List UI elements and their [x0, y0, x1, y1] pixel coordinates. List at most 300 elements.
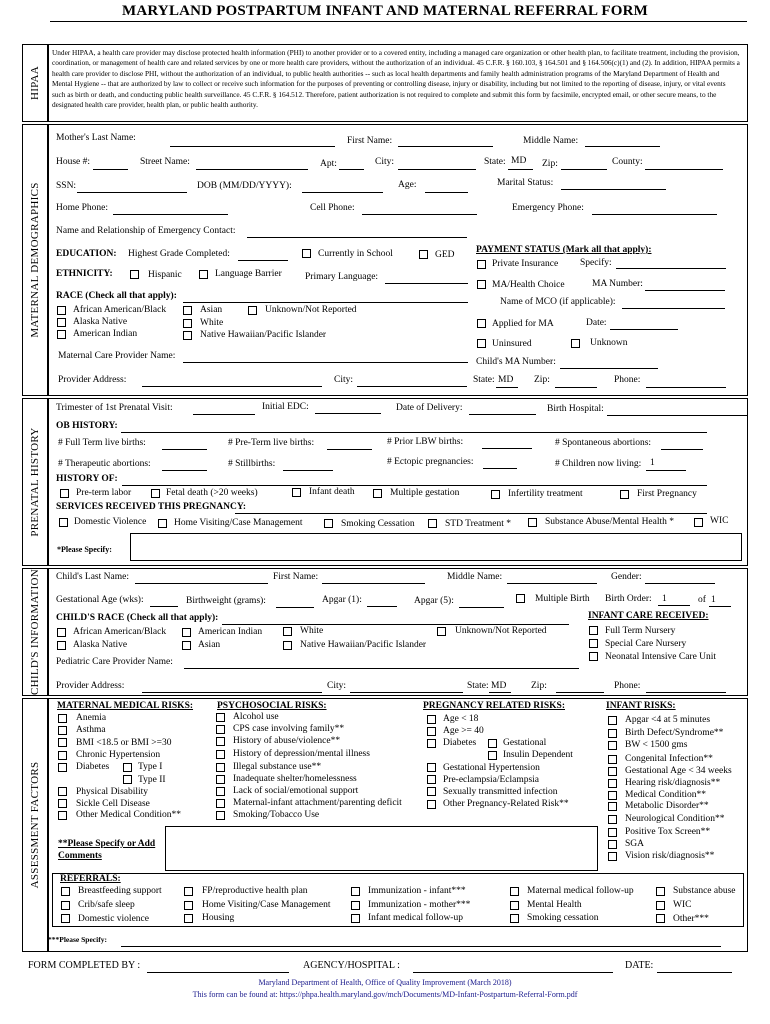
race-native-hawaiian-label: Native Hawaiian/Pacific Islander: [200, 330, 327, 340]
birth-hospital-label: Birth Hospital:: [547, 404, 604, 414]
psych-smoking-label: Smoking/Tobacco Use: [233, 810, 320, 820]
section-label-assessment: ASSESSMENT FACTORS: [22, 698, 48, 952]
highest-grade-label: Highest Grade Completed:: [128, 249, 230, 259]
language-barrier-checkbox[interactable]: [199, 270, 208, 279]
pre-term-field[interactable]: [327, 449, 372, 450]
infant-bw-label: BW < 1500 gms: [625, 740, 688, 750]
private-insurance-checkbox[interactable]: [477, 260, 486, 269]
history-fetal-death-checkbox[interactable]: [151, 489, 160, 498]
initial-edc-field[interactable]: [315, 413, 381, 414]
child-race-african-american-checkbox[interactable]: [57, 628, 66, 637]
child-city-label: City:: [327, 681, 347, 691]
currently-in-school-label: Currently in School: [318, 249, 393, 259]
middle-name-label: Middle Name:: [523, 136, 579, 146]
ref-fp-checkbox[interactable]: [184, 887, 193, 896]
ref-maternal-followup-checkbox[interactable]: [510, 887, 519, 896]
pediatric-provider-field[interactable]: [184, 668, 579, 669]
provider-city-field[interactable]: [357, 386, 467, 387]
psych-shelter-checkbox[interactable]: [216, 775, 225, 784]
street-name-field[interactable]: [196, 169, 308, 170]
infant-medical-checkbox[interactable]: [608, 791, 617, 800]
pre-term-label: # Pre-Term live births:: [228, 438, 315, 448]
specify-comments-label-1: **Please Specify or Add: [58, 839, 156, 849]
preg-gestational-checkbox[interactable]: [488, 739, 497, 748]
trimester-field[interactable]: [193, 414, 255, 415]
ref-smoking-cessation-label: Smoking cessation: [527, 913, 599, 923]
gender-field[interactable]: [645, 583, 715, 584]
emergency-contact-label: Name and Relationship of Emergency Contact:: [56, 226, 236, 236]
ref-substance-abuse-label: Substance abuse: [673, 886, 736, 896]
of-value[interactable]: 1: [711, 595, 716, 605]
infant-gest-age-checkbox[interactable]: [608, 767, 617, 776]
child-race-white-checkbox[interactable]: [283, 627, 292, 636]
race-african-american-checkbox[interactable]: [57, 306, 66, 315]
maternal-care-provider-field[interactable]: [183, 362, 468, 363]
ref-wic-label: WIC: [673, 900, 692, 910]
language-barrier-label: Language Barrier: [215, 269, 282, 279]
ref-mental-health-label: Mental Health: [527, 900, 582, 910]
emergency-phone-label: Emergency Phone:: [512, 203, 584, 213]
preg-gest-hypertension-checkbox[interactable]: [427, 763, 436, 772]
city-label: City:: [375, 157, 395, 167]
specify-label: Specify:: [580, 258, 612, 268]
dob-field[interactable]: [302, 192, 383, 193]
psych-abuse-label: History of abuse/violence**: [233, 736, 341, 746]
date-of-delivery-field[interactable]: [469, 414, 536, 415]
risk-sickle-cell-label: Sickle Cell Disease: [76, 799, 150, 809]
ectopic-field[interactable]: [483, 468, 517, 469]
race-african-american-label: African American/Black: [73, 305, 167, 315]
prenatal-specify-box[interactable]: [130, 533, 742, 561]
infant-neurological-checkbox[interactable]: [608, 815, 617, 824]
therapeutic-abortions-field[interactable]: [162, 470, 207, 471]
race-native-hawaiian-checkbox[interactable]: [183, 331, 192, 340]
referral-specify-label: ***Please Specify:: [48, 935, 107, 944]
child-provider-address-label: Provider Address:: [56, 681, 125, 691]
middle-name-field[interactable]: [585, 146, 660, 147]
ma-health-choice-checkbox[interactable]: [477, 280, 486, 289]
child-race-asian-checkbox[interactable]: [182, 641, 191, 650]
child-middle-name-field[interactable]: [507, 583, 597, 584]
preg-gest-hypertension-label: Gestational Hypertension: [443, 763, 540, 773]
child-phone-field[interactable]: [646, 692, 726, 693]
child-zip-label: Zip:: [531, 681, 547, 691]
service-substance-abuse-label: Substance Abuse/Mental Health *: [545, 517, 675, 527]
care-special-care-nursery-label: Special Care Nursery: [605, 639, 687, 649]
emergency-contact-field[interactable]: [247, 237, 467, 238]
care-special-care-nursery-checkbox[interactable]: [589, 639, 598, 648]
ref-home-visiting-checkbox[interactable]: [184, 901, 193, 910]
ged-checkbox[interactable]: [419, 250, 428, 259]
child-state-field[interactable]: [489, 692, 511, 693]
service-std-treatment-checkbox[interactable]: [428, 519, 437, 528]
infant-apgar-label: Apgar <4 at 5 minutes: [625, 715, 711, 725]
footer-url[interactable]: This form can be found at: https://phpa.health.maryland.gov/mch/Documents/MD-Infant-Postpartum-Referral-Form.pdf: [192, 990, 578, 999]
ref-mental-health-checkbox[interactable]: [510, 901, 519, 910]
service-wic-checkbox[interactable]: [694, 518, 703, 527]
risk-bmi-checkbox[interactable]: [58, 738, 67, 747]
provider-address-field[interactable]: [142, 386, 322, 387]
child-race-alaska-native-checkbox[interactable]: [57, 641, 66, 650]
county-label: County:: [612, 157, 643, 167]
history-multiple-gestation-label: Multiple gestation: [390, 488, 460, 498]
infant-gest-age-label: Gestational Age < 34 weeks: [625, 766, 732, 776]
infant-care-received-label: INFANT CARE RECEIVED:: [588, 611, 709, 621]
ref-domestic-violence-checkbox[interactable]: [61, 914, 70, 923]
ref-breastfeeding-label: Breastfeeding support: [78, 886, 162, 896]
first-name-field[interactable]: [398, 146, 493, 147]
state-value[interactable]: MD: [511, 156, 527, 166]
cell-phone-field[interactable]: [362, 214, 477, 215]
psych-attachment-checkbox[interactable]: [216, 799, 225, 808]
uninsured-checkbox[interactable]: [477, 339, 486, 348]
dob-label: DOB (MM/DD/YYYY):: [197, 181, 292, 191]
zip-label: Zip:: [542, 159, 558, 169]
risk-diabetes-checkbox[interactable]: [58, 763, 67, 772]
care-full-term-nursery-label: Full Term Nursery: [605, 626, 676, 636]
payment-status-label: PAYMENT STATUS (Mark all that apply):: [476, 245, 652, 255]
childs-ma-number-field[interactable]: [560, 368, 658, 369]
infant-bw-checkbox[interactable]: [608, 741, 617, 750]
childs-race-underline: [222, 624, 569, 625]
ref-immunization-mother-label: Immunization - mother***: [368, 900, 471, 910]
preg-age-under-18-label: Age < 18: [443, 714, 479, 724]
referral-specify-field[interactable]: [121, 946, 721, 947]
preg-diabetes-label: Diabetes: [443, 738, 477, 748]
gestational-age-field[interactable]: [150, 606, 178, 607]
birthweight-field[interactable]: [276, 607, 314, 608]
risk-chronic-hypertension-label: Chronic Hypertension: [76, 750, 161, 760]
risk-chronic-hypertension-checkbox[interactable]: [58, 751, 67, 760]
psych-support-checkbox[interactable]: [216, 787, 225, 796]
child-zip-field[interactable]: [556, 692, 604, 693]
ob-history-label: OB HISTORY:: [56, 421, 118, 431]
history-of-label: HISTORY OF:: [56, 474, 118, 484]
service-smoking-cessation-checkbox[interactable]: [324, 519, 333, 528]
agency-label: AGENCY/HOSPITAL :: [303, 960, 400, 971]
prior-lbw-field[interactable]: [482, 448, 532, 449]
first-name-label: First Name:: [347, 136, 393, 146]
history-first-pregnancy-label: First Pregnancy: [637, 489, 697, 499]
risk-anemia-label: Anemia: [76, 713, 107, 723]
apgar1-label: Apgar (1):: [322, 595, 362, 605]
child-provider-address-field[interactable]: [142, 692, 322, 693]
history-fetal-death-label: Fetal death (>20 weeks): [166, 488, 258, 498]
home-phone-label: Home Phone:: [56, 203, 108, 213]
ref-smoking-cessation-checkbox[interactable]: [510, 914, 519, 923]
ref-substance-abuse-checkbox[interactable]: [656, 887, 665, 896]
child-race-american-indian-checkbox[interactable]: [182, 628, 191, 637]
preg-sti-checkbox[interactable]: [427, 787, 436, 796]
primary-language-field[interactable]: [385, 283, 468, 284]
services-received-underline: [235, 513, 707, 514]
risk-diabetes-label: Diabetes: [76, 762, 110, 772]
ref-immunization-mother-checkbox[interactable]: [351, 901, 360, 910]
preg-sti-label: Sexually transmitted infection: [443, 787, 558, 797]
psych-alcohol-label: Alcohol use: [233, 712, 279, 722]
risk-asthma-label: Asthma: [76, 725, 106, 735]
stillbirths-field[interactable]: [283, 470, 333, 471]
ssn-field[interactable]: [77, 192, 187, 193]
childs-last-name-label: Child's Last Name:: [56, 572, 129, 582]
risk-anemia-checkbox[interactable]: [58, 714, 67, 723]
ref-maternal-followup-label: Maternal medical follow-up: [527, 886, 634, 896]
spontaneous-abortions-field[interactable]: [661, 449, 703, 450]
child-state-value[interactable]: MD: [491, 681, 507, 691]
preg-diabetes-checkbox[interactable]: [427, 739, 436, 748]
house-field[interactable]: [93, 169, 128, 170]
childs-last-name-field[interactable]: [135, 583, 268, 584]
applied-for-ma-label: Applied for MA: [492, 319, 554, 329]
applied-date-field[interactable]: [610, 329, 678, 330]
preg-age-under-18-checkbox[interactable]: [427, 715, 436, 724]
preg-insulin-label: Insulin Dependent: [503, 750, 573, 760]
hispanic-checkbox[interactable]: [130, 270, 139, 279]
assessment-comments-box[interactable]: [165, 826, 598, 871]
child-first-name-field[interactable]: [322, 583, 425, 584]
birth-order-field[interactable]: [658, 605, 690, 606]
birth-hospital-field[interactable]: [607, 415, 747, 416]
psych-cps-label: CPS case involving family**: [233, 724, 345, 734]
preg-age-40-label: Age >= 40: [443, 726, 484, 736]
race-label: RACE (Check all that apply):: [56, 291, 177, 301]
footer-date-label: DATE:: [625, 960, 654, 971]
infant-apgar-checkbox[interactable]: [608, 716, 617, 725]
emergency-phone-field[interactable]: [592, 214, 717, 215]
apgar5-field[interactable]: [459, 607, 504, 608]
child-race-asian-label: Asian: [198, 640, 221, 650]
birth-order-value[interactable]: 1: [662, 594, 667, 604]
state-field[interactable]: [508, 169, 533, 170]
service-home-visiting-label: Home Visiting/Case Management: [174, 518, 303, 528]
ref-other-checkbox[interactable]: [656, 914, 665, 923]
date-label: Date:: [586, 318, 607, 328]
house-label: House #:: [56, 157, 91, 167]
history-preterm-labor-checkbox[interactable]: [60, 489, 69, 498]
apgar1-field[interactable]: [367, 606, 397, 607]
currently-in-school-checkbox[interactable]: [302, 249, 311, 258]
ref-breastfeeding-checkbox[interactable]: [61, 887, 70, 896]
psych-illegal-substance-checkbox[interactable]: [216, 763, 225, 772]
provider-zip-field[interactable]: [555, 387, 597, 388]
birth-order-label: Birth Order:: [605, 594, 652, 604]
footer-date-field[interactable]: [657, 972, 732, 973]
completed-by-field[interactable]: [147, 972, 289, 973]
ref-immunization-infant-checkbox[interactable]: [351, 887, 360, 896]
risk-physical-disability-checkbox[interactable]: [58, 787, 67, 796]
care-nicu-checkbox[interactable]: [589, 652, 598, 661]
mothers-last-name-label: Mother's Last Name:: [56, 133, 136, 143]
child-middle-name-label: Middle Name:: [447, 572, 503, 582]
history-preterm-labor-label: Pre-term labor: [76, 488, 132, 498]
marital-status-label: Marital Status:: [497, 178, 554, 188]
zip-field[interactable]: [561, 169, 607, 170]
applied-for-ma-checkbox[interactable]: [477, 319, 486, 328]
care-full-term-nursery-checkbox[interactable]: [589, 626, 598, 635]
ref-crib-label: Crib/safe sleep: [78, 900, 135, 910]
infant-birth-defect-checkbox[interactable]: [608, 729, 617, 738]
marital-status-field[interactable]: [561, 189, 666, 190]
preg-insulin-checkbox[interactable]: [488, 751, 497, 760]
ma-number-field[interactable]: [645, 290, 725, 291]
education-label: EDUCATION:: [56, 249, 117, 259]
history-of-underline: [122, 485, 707, 486]
child-race-native-hawaiian-checkbox[interactable]: [283, 641, 292, 650]
unknown-checkbox[interactable]: [571, 339, 580, 348]
race-alaska-native-label: Alaska Native: [73, 317, 128, 327]
risk-type1-checkbox[interactable]: [123, 763, 132, 772]
race-white-checkbox[interactable]: [183, 319, 192, 328]
private-insurance-label: Private Insurance: [492, 259, 559, 269]
of-field[interactable]: [709, 606, 731, 607]
child-race-unknown-label: Unknown/Not Reported: [455, 626, 547, 636]
infant-congenital-label: Congenital Infection**: [625, 754, 713, 764]
provider-phone-label: Phone:: [614, 375, 641, 385]
infant-risks-label: INFANT RISKS:: [606, 701, 676, 711]
preg-other-label: Other Pregnancy-Related Risk**: [443, 799, 569, 809]
ethnicity-label: ETHNICITY:: [56, 269, 113, 279]
child-race-american-indian-label: American Indian: [198, 627, 263, 637]
child-race-white-label: White: [300, 626, 324, 636]
gender-label: Gender:: [611, 572, 642, 582]
child-state-label: State:: [467, 681, 489, 691]
history-first-pregnancy-checkbox[interactable]: [620, 490, 629, 499]
section-label-hipaa: HIPAA: [22, 44, 48, 122]
apt-field[interactable]: [339, 169, 364, 170]
risk-asthma-checkbox[interactable]: [58, 726, 67, 735]
title-underline: [50, 21, 747, 22]
ssn-label: SSN:: [56, 181, 77, 191]
footer-organization: Maryland Department of Health, Office of Quality Improvement (March 2018): [258, 978, 512, 987]
trimester-label: Trimester of 1st Prenatal Visit:: [56, 403, 173, 413]
provider-phone-field[interactable]: [646, 387, 726, 388]
provider-state-field[interactable]: [496, 387, 518, 388]
history-multiple-gestation-checkbox[interactable]: [373, 489, 382, 498]
agency-field[interactable]: [413, 972, 613, 973]
psych-smoking-checkbox[interactable]: [216, 811, 225, 820]
date-of-delivery-label: Date of Delivery:: [396, 403, 463, 413]
service-smoking-cessation-label: Smoking Cessation: [341, 519, 415, 529]
apgar5-label: Apgar (5):: [414, 596, 454, 606]
service-home-visiting-checkbox[interactable]: [158, 519, 167, 528]
specify-field[interactable]: [616, 268, 726, 269]
ref-immunization-infant-label: Immunization - infant***: [368, 886, 466, 896]
provider-state-label: State:: [473, 375, 495, 385]
initial-edc-label: Initial EDC:: [262, 402, 309, 412]
risk-type2-label: Type II: [138, 775, 166, 785]
risk-other-medical-checkbox[interactable]: [58, 811, 67, 820]
children-now-living-value[interactable]: 1: [650, 458, 655, 468]
infant-hearing-label: Hearing risk/diagnosis**: [625, 778, 721, 788]
preg-other-checkbox[interactable]: [427, 800, 436, 809]
ref-housing-checkbox[interactable]: [184, 914, 193, 923]
child-city-field[interactable]: [350, 692, 463, 693]
race-asian-checkbox[interactable]: [183, 306, 192, 315]
history-infant-death-checkbox[interactable]: [292, 488, 301, 497]
provider-state-value[interactable]: MD: [498, 375, 514, 385]
infant-vision-checkbox[interactable]: [608, 852, 617, 861]
of-label: of: [698, 595, 706, 605]
infant-tox-screen-label: Positive Tox Screen**: [625, 827, 711, 837]
primary-language-label: Primary Language:: [305, 272, 379, 282]
risk-other-medical-label: Other Medical Condition**: [76, 810, 182, 820]
ref-domestic-violence-label: Domestic violence: [78, 914, 149, 924]
preg-age-40-checkbox[interactable]: [427, 727, 436, 736]
ref-fp-label: FP/reproductive health plan: [202, 886, 308, 896]
race-american-indian-label: American Indian: [73, 329, 138, 339]
uninsured-label: Uninsured: [492, 339, 532, 349]
city-field[interactable]: [398, 169, 476, 170]
history-infertility-checkbox[interactable]: [491, 490, 500, 499]
spontaneous-abortions-label: # Spontaneous abortions:: [555, 438, 652, 448]
ref-crib-checkbox[interactable]: [61, 901, 70, 910]
preg-preeclampsia-checkbox[interactable]: [427, 775, 436, 784]
race-asian-label: Asian: [200, 305, 223, 315]
unknown-label: Unknown: [590, 338, 628, 348]
race-underline: [183, 302, 468, 303]
state-label: State:: [484, 157, 506, 167]
infant-congenital-checkbox[interactable]: [608, 755, 617, 764]
infant-vision-label: Vision risk/diagnosis**: [625, 851, 715, 861]
children-now-living-field[interactable]: [646, 470, 686, 471]
prior-lbw-label: # Prior LBW births:: [387, 437, 464, 447]
multiple-birth-checkbox[interactable]: [516, 594, 525, 603]
services-received-label: SERVICES RECEIVED THIS PREGNANCY:: [56, 502, 246, 512]
name-of-mco-field[interactable]: [622, 308, 725, 309]
age-field[interactable]: [425, 192, 468, 193]
race-unknown-label: Unknown/Not Reported: [265, 305, 357, 315]
psych-depression-checkbox[interactable]: [216, 750, 225, 759]
full-term-field[interactable]: [162, 449, 207, 450]
service-wic-label: WIC: [710, 516, 729, 526]
ma-health-choice-label: MA/Health Choice: [492, 280, 565, 290]
pregnancy-related-risks-label: PREGNANCY RELATED RISKS:: [423, 701, 565, 711]
child-race-unknown-checkbox[interactable]: [437, 627, 446, 636]
infant-hearing-checkbox[interactable]: [608, 779, 617, 788]
mothers-last-name-field[interactable]: [170, 146, 335, 147]
risk-sickle-cell-checkbox[interactable]: [58, 799, 67, 808]
street-name-label: Street Name:: [140, 157, 190, 167]
history-infant-death-label: Infant death: [309, 487, 355, 497]
county-field[interactable]: [645, 169, 723, 170]
infant-tox-screen-checkbox[interactable]: [608, 828, 617, 837]
gestational-age-label: Gestational Age (wks):: [56, 595, 144, 605]
psych-cps-checkbox[interactable]: [216, 725, 225, 734]
infant-sga-checkbox[interactable]: [608, 840, 617, 849]
ref-wic-checkbox[interactable]: [656, 901, 665, 910]
race-american-indian-checkbox[interactable]: [57, 330, 66, 339]
ectopic-label: # Ectopic pregnancies:: [387, 457, 474, 467]
psych-alcohol-checkbox[interactable]: [216, 713, 225, 722]
risk-type1-label: Type I: [138, 762, 163, 772]
infant-sga-label: SGA: [625, 839, 645, 849]
infant-metabolic-checkbox[interactable]: [608, 802, 617, 811]
child-race-african-american-label: African American/Black: [73, 627, 167, 637]
ref-home-visiting-label: Home Visiting/Case Management: [202, 900, 331, 910]
risk-type2-checkbox[interactable]: [123, 775, 132, 784]
race-unknown-checkbox[interactable]: [248, 306, 257, 315]
race-alaska-native-checkbox[interactable]: [57, 318, 66, 327]
home-phone-field[interactable]: [113, 214, 228, 215]
ref-infant-followup-checkbox[interactable]: [351, 914, 360, 923]
highest-grade-field[interactable]: [238, 260, 288, 261]
service-substance-abuse-checkbox[interactable]: [528, 518, 537, 527]
service-domestic-violence-checkbox[interactable]: [59, 518, 68, 527]
child-first-name-label: First Name:: [273, 572, 319, 582]
psych-abuse-checkbox[interactable]: [216, 737, 225, 746]
infant-neurological-label: Neurological Condition**: [625, 814, 725, 824]
race-white-label: White: [200, 318, 224, 328]
